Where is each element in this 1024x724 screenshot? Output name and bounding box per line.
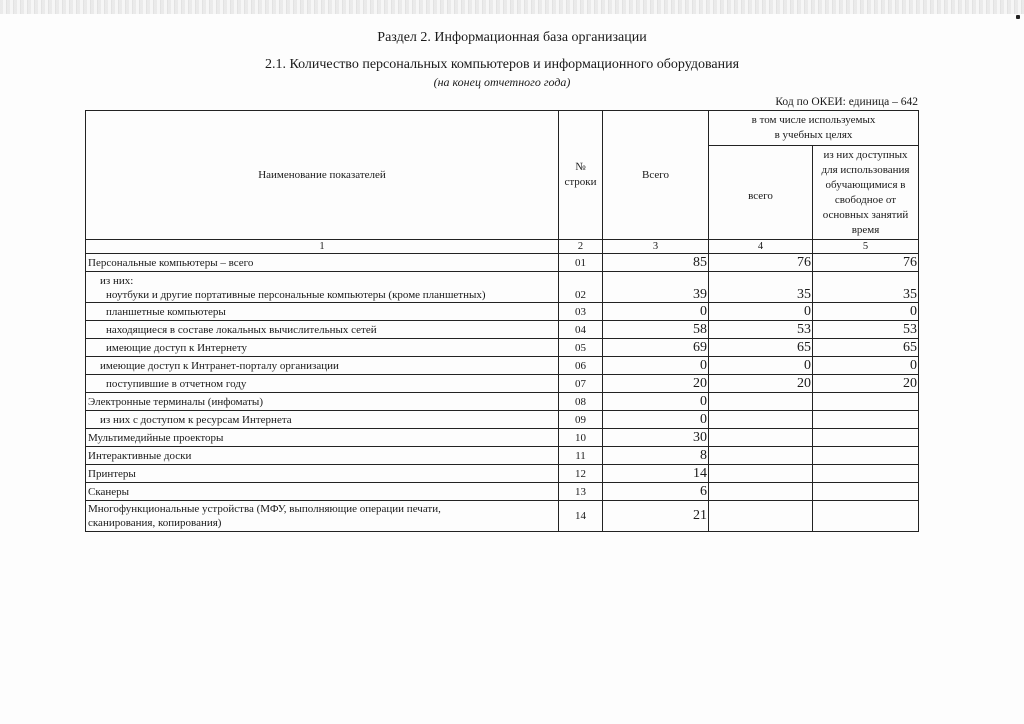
value-total: 14: [603, 465, 709, 483]
value-edu: 35: [709, 272, 813, 303]
table-row: [86, 501, 919, 532]
value-edu: [709, 465, 813, 483]
value-total: 39: [603, 272, 709, 303]
column-number: 2: [559, 240, 603, 254]
row-code: 02: [559, 272, 603, 303]
column-number: 4: [709, 240, 813, 254]
row-label: Сканеры: [86, 483, 559, 501]
value-free: 0: [813, 303, 919, 321]
row-code: 04: [559, 321, 603, 339]
value-free: 65: [813, 339, 919, 357]
value-total: 0: [603, 303, 709, 321]
value-free: 76: [813, 254, 919, 272]
row-label: планшетные компьютеры: [86, 303, 559, 321]
value-total: 58: [603, 321, 709, 339]
value-total: 6: [603, 483, 709, 501]
header-name: Наименование показателей: [86, 111, 559, 240]
column-number: 5: [813, 240, 919, 254]
row-label-text: ноутбуки и другие портативные персональные компьютеры (кроме планшетных): [106, 289, 486, 301]
row-code: 01: [559, 254, 603, 272]
row-code: 12: [559, 465, 603, 483]
row-label-line: Многофункциональные устройства (МФУ, выполняющие операции печати,: [88, 503, 441, 515]
header-row-no: № строки: [559, 111, 603, 240]
value-edu: 53: [709, 321, 813, 339]
equipment-table: [85, 110, 919, 532]
row-label-line: сканирования, копирования): [88, 517, 222, 529]
row-label: имеющие доступ к Интернету: [86, 339, 559, 357]
table-row: [86, 429, 919, 447]
value-total: 8: [603, 447, 709, 465]
value-edu: 65: [709, 339, 813, 357]
value-edu: [709, 501, 813, 532]
value-edu: [709, 429, 813, 447]
value-free: 20: [813, 375, 919, 393]
row-code: 03: [559, 303, 603, 321]
value-free: 35: [813, 272, 919, 303]
header-free-time: из них доступных для использования обучающимися в свободное от основных занятий время: [813, 146, 919, 240]
row-label: поступившие в отчетном году: [86, 375, 559, 393]
value-free: [813, 465, 919, 483]
column-number: 1: [86, 240, 559, 254]
value-free: [813, 447, 919, 465]
value-edu: 0: [709, 357, 813, 375]
value-total: 30: [603, 429, 709, 447]
row-label: Электронные терминалы (инфоматы): [86, 393, 559, 411]
table-row: [86, 393, 919, 411]
row-code: 14: [559, 501, 603, 532]
row-code: 13: [559, 483, 603, 501]
table-row: [86, 447, 919, 465]
row-code: 06: [559, 357, 603, 375]
row-code: 05: [559, 339, 603, 357]
value-edu: 20: [709, 375, 813, 393]
section-title: Раздел 2. Информационная база организации: [377, 30, 647, 45]
header-edu-all: всего: [709, 146, 813, 240]
value-total: 0: [603, 393, 709, 411]
row-label: из них с доступом к ресурсам Интернета: [86, 411, 559, 429]
row-code: 11: [559, 447, 603, 465]
value-edu: [709, 411, 813, 429]
value-total: 21: [603, 501, 709, 532]
table-row: [86, 254, 919, 272]
value-edu: [709, 447, 813, 465]
value-edu: [709, 393, 813, 411]
row-label-prefix: из них:: [100, 275, 134, 287]
header-total: Всего: [603, 111, 709, 240]
value-edu: 0: [709, 303, 813, 321]
row-label: Принтеры: [86, 465, 559, 483]
row-label: [86, 272, 559, 303]
value-free: [813, 429, 919, 447]
value-edu: [709, 483, 813, 501]
row-label: Интерактивные доски: [86, 447, 559, 465]
value-total: 69: [603, 339, 709, 357]
row-label: находящиеся в составе локальных вычислительных сетей: [86, 321, 559, 339]
row-label: Персональные компьютеры – всего: [86, 254, 559, 272]
row-label: имеющие доступ к Интранет-порталу организации: [86, 357, 559, 375]
row-code: 08: [559, 393, 603, 411]
column-number-row: [86, 240, 919, 254]
row-label: Мультимедийные проекторы: [86, 429, 559, 447]
table-note: (на конец отчетного года): [433, 75, 571, 89]
value-edu: 76: [709, 254, 813, 272]
table-row: [86, 411, 919, 429]
scan-dot: [1016, 15, 1020, 19]
header-edu-group: в том числе используемых в учебных целях: [709, 111, 919, 146]
value-total: 0: [603, 357, 709, 375]
value-free: [813, 483, 919, 501]
scan-artifact: [0, 0, 1024, 14]
column-number: 3: [603, 240, 709, 254]
value-total: 20: [603, 375, 709, 393]
value-free: 53: [813, 321, 919, 339]
value-free: 0: [813, 357, 919, 375]
row-code: 10: [559, 429, 603, 447]
row-label: [86, 501, 559, 532]
value-free: [813, 393, 919, 411]
row-code: 09: [559, 411, 603, 429]
table-row: [86, 272, 919, 303]
value-total: 0: [603, 411, 709, 429]
table-row: [86, 321, 919, 339]
table-title: 2.1. Количество персональных компьютеров и информационного оборудования: [264, 57, 740, 72]
row-code: 07: [559, 375, 603, 393]
table-row: [86, 375, 919, 393]
value-free: [813, 411, 919, 429]
value-total: 85: [603, 254, 709, 272]
table-row: [86, 465, 919, 483]
table-row: [86, 483, 919, 501]
table-row: [86, 339, 919, 357]
okei-code: Код по ОКЕИ: единица – 642: [775, 96, 918, 108]
table-row: [86, 303, 919, 321]
table-row: [86, 357, 919, 375]
value-free: [813, 501, 919, 532]
